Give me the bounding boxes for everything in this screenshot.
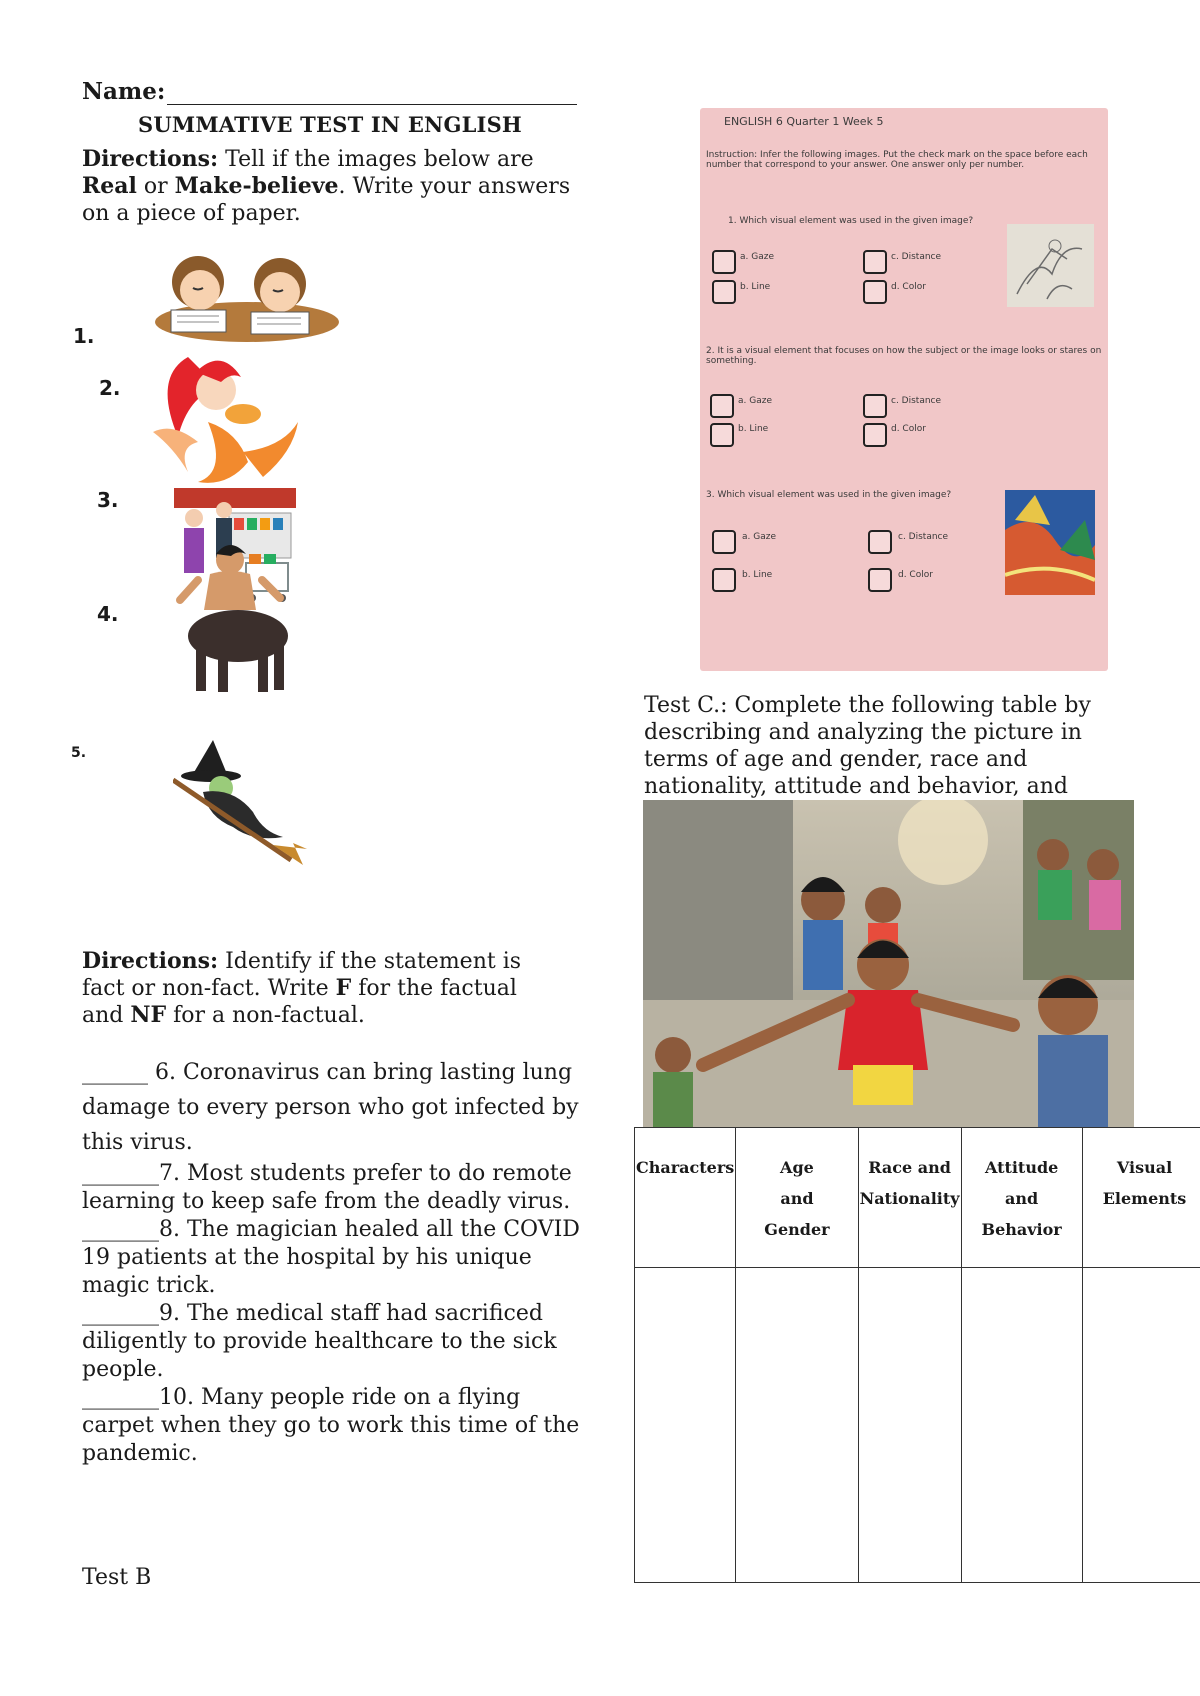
name-label: Name: xyxy=(82,78,166,105)
checkbox[interactable] xyxy=(868,568,892,592)
statement-item[interactable]: _______9. The medical staff had sacrificed diligently to provide healthcare to the sick people. xyxy=(82,1301,557,1382)
checkbox[interactable] xyxy=(712,568,736,592)
directions-fact-non-fact xyxy=(82,948,552,1029)
checkbox[interactable] xyxy=(863,280,887,304)
worksheet-question: 2. It is a visual element that focuses on how the subject or the image looks or stares on something. xyxy=(706,346,1102,366)
checkbox[interactable] xyxy=(863,423,887,447)
children-playing-photo xyxy=(643,800,1134,1127)
name-blank-line[interactable] xyxy=(167,82,577,105)
witch-on-broom-icon xyxy=(173,740,307,874)
worksheet-heading: ENGLISH 6 Quarter 1 Week 5 xyxy=(724,115,884,128)
page-title: SUMMATIVE TEST IN ENGLISH xyxy=(138,112,522,137)
answer-cell[interactable] xyxy=(635,1268,736,1583)
table-header-cell: Age and Gender xyxy=(736,1128,858,1268)
directions-text: Identify if the statement is fact or non-fact. Write xyxy=(82,949,522,1001)
table-header-cell: Visual Elements xyxy=(1082,1128,1200,1268)
option-label: c. Distance xyxy=(898,532,949,542)
directions-text: . Write your answers on a piece of paper. xyxy=(82,174,571,226)
image-number: 4. xyxy=(97,602,119,626)
table-header-cell: Characters xyxy=(635,1128,736,1268)
statement-list xyxy=(82,1055,582,1468)
table-header-row xyxy=(635,1128,1200,1268)
option-label: a. Gaze xyxy=(742,532,776,542)
option-label: a. Gaze xyxy=(738,396,772,406)
keyword-make-believe: Make-believe xyxy=(174,173,339,199)
option-label: a. Gaze xyxy=(740,252,774,262)
statement-item[interactable]: _______10. Many people ride on a flying carpet when they go to work this time of the pandemic. xyxy=(82,1385,580,1466)
directions-label: Directions: xyxy=(82,948,219,974)
option-label: b. Line xyxy=(738,424,769,434)
image-number: 5. xyxy=(71,745,87,761)
option-label: b. Line xyxy=(740,282,771,292)
image-number: 1. xyxy=(73,324,95,348)
answer-cell[interactable] xyxy=(1082,1268,1200,1583)
option-label: d. Color xyxy=(898,570,933,580)
keyword-real: Real xyxy=(82,173,137,199)
children-reading-icon xyxy=(153,250,341,346)
worksheet-question: 3. Which visual element was used in the given image? xyxy=(706,490,952,500)
option-label: b. Line xyxy=(742,570,773,580)
worksheet-question: 1. Which visual element was used in the given image? xyxy=(728,216,974,226)
option-label: c. Distance xyxy=(891,252,942,262)
option-label: d. Color xyxy=(891,424,926,434)
mermaid-icon xyxy=(148,352,304,488)
table-header-cell: Race and Nationality xyxy=(858,1128,961,1268)
worksheet-image xyxy=(700,108,1108,671)
answer-cell[interactable] xyxy=(961,1268,1082,1583)
checkbox[interactable] xyxy=(712,250,736,274)
test-b-label: Test B xyxy=(82,1565,152,1590)
name-field[interactable] xyxy=(82,78,577,105)
option-label: d. Color xyxy=(891,282,926,292)
worksheet-instruction: Instruction: Infer the following images. Put the check mark on the space before each number that correspond to your answer. One answer only per number. xyxy=(706,150,1088,170)
directions-real-make-believe xyxy=(82,146,572,227)
test-c-directions: Test C.: Complete the following table by describing and analyzing the picture in terms of age and gender, race and nationality, attitude and behavior, and xyxy=(644,693,1091,799)
checkbox[interactable] xyxy=(712,280,736,304)
statement-item[interactable]: _______8. The magician healed all the COVID 19 patients at the hospital by his unique magic trick. xyxy=(82,1217,580,1298)
checkbox[interactable] xyxy=(712,530,736,554)
answer-cell[interactable] xyxy=(736,1268,858,1583)
checkbox[interactable] xyxy=(868,530,892,554)
directions-text: or xyxy=(136,174,175,199)
table-header-cell: Attitude and Behavior xyxy=(961,1128,1082,1268)
directions-text: for a non-factual. xyxy=(166,1003,365,1028)
line-sketch-image xyxy=(1007,224,1094,307)
keyword-f: F xyxy=(335,975,352,1001)
option-label: c. Distance xyxy=(891,396,942,406)
directions-label: Directions: xyxy=(82,146,219,172)
checkbox[interactable] xyxy=(710,423,734,447)
keyword-nf: NF xyxy=(130,1002,167,1028)
analysis-table xyxy=(634,1127,1200,1583)
image-number: 3. xyxy=(97,488,119,512)
directions-text: Tell if the images below are xyxy=(218,147,534,172)
table-row xyxy=(635,1268,1200,1583)
answer-cell[interactable] xyxy=(858,1268,961,1583)
checkbox[interactable] xyxy=(710,394,734,418)
colorful-painting-image xyxy=(1005,490,1095,595)
statement-item[interactable]: _______7. Most students prefer to do remote learning to keep safe from the deadly virus. xyxy=(82,1161,572,1214)
checkbox[interactable] xyxy=(863,250,887,274)
checkbox[interactable] xyxy=(863,394,887,418)
image-number: 2. xyxy=(99,376,121,400)
statement-item[interactable]: ______ 6. Coronavirus can bring lasting lung damage to every person who got infected by this virus. xyxy=(82,1060,579,1155)
centaur-icon xyxy=(168,540,294,696)
directions-text: for the factual and xyxy=(82,976,517,1028)
